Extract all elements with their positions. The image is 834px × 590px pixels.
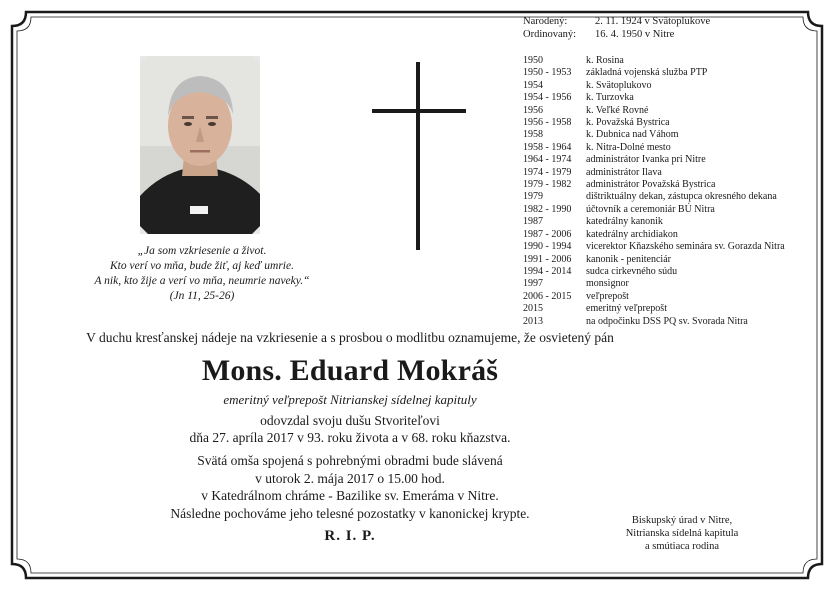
timeline-row xyxy=(523,254,785,266)
cross-icon xyxy=(372,62,466,250)
timeline-years: 2015 xyxy=(523,303,543,315)
rip-text: R. I. P. xyxy=(324,528,376,544)
timeline-row xyxy=(523,204,785,216)
timeline-years: 1958 xyxy=(523,129,543,141)
timeline-position: katedrálny archidiakon xyxy=(586,228,678,240)
ordained-label: Ordinovaný: xyxy=(523,28,577,40)
timeline-years: 1950 xyxy=(523,55,543,66)
timeline-row xyxy=(523,105,785,117)
death-notice xyxy=(0,412,700,446)
quote-line: „Ja som vzkriesenie a život. xyxy=(137,245,267,257)
timeline-years: 1997 xyxy=(523,278,543,290)
funeral-line: Následne pochováme jeho telesné pozostatky v kanonickej krypte. xyxy=(170,505,530,521)
timeline-row xyxy=(523,316,785,328)
timeline-position: emeritný veľprepošt xyxy=(586,303,667,315)
timeline-position: k. Turzovka xyxy=(586,92,634,104)
timeline-position: administrátor Považská Bystrica xyxy=(586,179,716,191)
timeline-years: 1950 - 1953 xyxy=(523,67,572,79)
timeline-position: monsignor xyxy=(586,278,629,290)
announcement-intro: V duchu kresťanskej nádeje na vzkriesenie a s prosbou o modlitbu oznamujeme, že osvietený pán xyxy=(86,330,614,345)
deceased-name: Mons. Eduard Mokráš xyxy=(201,354,499,387)
timeline-row xyxy=(523,241,785,253)
timeline-row xyxy=(523,191,785,203)
ordained-value: 16. 4. 1950 v Nitre xyxy=(595,28,675,40)
timeline-position: základná vojenská služba PTP xyxy=(586,67,708,79)
timeline-position: na odpočinku DSS PQ sv. Svorada Nitra xyxy=(586,315,748,327)
timeline-position: veľprepošt xyxy=(586,290,629,302)
timeline-years: 1979 - 1982 xyxy=(523,179,572,191)
bio-summary xyxy=(523,16,710,41)
born-label: Narodený: xyxy=(523,16,568,27)
signer-line: a smútiaca rodina xyxy=(644,541,720,552)
timeline-years: 1956 - 1958 xyxy=(523,117,572,129)
timeline-row xyxy=(523,129,785,141)
timeline-years: 1990 - 1994 xyxy=(523,241,572,253)
timeline-row xyxy=(523,179,785,191)
funeral-details xyxy=(0,452,700,522)
ordained-row xyxy=(523,29,710,42)
timeline-row xyxy=(523,167,785,179)
timeline-position: k. Nitra-Dolné mesto xyxy=(586,141,671,153)
quote-line: A nik, kto žije a verí vo mňa, neumrie naveky.“ xyxy=(94,275,310,287)
quote-reference: (Jn 11, 25-26) xyxy=(169,290,235,302)
portrait-photo xyxy=(140,56,260,234)
timeline-years: 1994 - 2014 xyxy=(523,265,572,277)
timeline-row xyxy=(523,80,785,92)
death-notice-line: dňa 27. apríla 2017 v 93. roku života a v 68. roku kňazstva. xyxy=(189,430,511,445)
timeline-years: 1954 xyxy=(523,79,543,91)
signers xyxy=(612,514,752,553)
scripture-quote xyxy=(52,244,352,304)
timeline-position: k. Rosina xyxy=(586,55,624,66)
timeline-row xyxy=(523,154,785,166)
timeline-years: 2006 - 2015 xyxy=(523,290,572,302)
timeline-position: administrátor Ilava xyxy=(586,166,662,178)
timeline-years: 1954 - 1956 xyxy=(523,92,572,104)
deceased-title: emeritný veľprepošt Nitrianskej sídelnej kapituly xyxy=(223,392,477,407)
timeline-position: sudca cirkevného súdu xyxy=(586,265,678,277)
timeline-row xyxy=(523,303,785,315)
timeline-row xyxy=(523,291,785,303)
timeline-row xyxy=(523,67,785,79)
timeline-row xyxy=(523,216,785,228)
timeline-row xyxy=(523,117,785,129)
signer-line: Biskupský úrad v Nitre, xyxy=(631,515,733,526)
timeline-years: 1974 - 1979 xyxy=(523,166,572,178)
timeline-row xyxy=(523,278,785,290)
timeline-position: účtovník a ceremoniár BÚ Nitra xyxy=(586,203,715,215)
timeline-years: 1987 xyxy=(523,216,543,228)
timeline-position: k. Veľké Rovné xyxy=(586,104,649,116)
portrait-image xyxy=(140,56,260,234)
timeline-position: vicerektor Kňazského seminára sv. Gorazda Nitra xyxy=(586,241,785,253)
born-row xyxy=(523,16,710,29)
timeline-years: 1991 - 2006 xyxy=(523,253,572,265)
timeline-position: k. Považská Bystrica xyxy=(586,117,670,129)
timeline-row xyxy=(523,55,785,67)
timeline-row xyxy=(523,229,785,241)
funeral-line: Svätá omša spojená s pohrebnými obradmi bude slávená xyxy=(197,453,503,468)
timeline-row xyxy=(523,142,785,154)
quote-line: Kto verí vo mňa, bude žiť, aj keď umrie. xyxy=(110,260,294,272)
timeline-years: 1982 - 1990 xyxy=(523,203,572,215)
timeline-position: katedrálny kanonik xyxy=(586,216,663,228)
timeline-position: k. Dubnica nad Váhom xyxy=(586,129,679,141)
death-notice-line: odovzdal svoju dušu Stvoriteľovi xyxy=(260,413,440,428)
timeline-years: 1964 - 1974 xyxy=(523,154,572,166)
career-timeline xyxy=(523,55,785,328)
timeline-position: dištriktuálny dekan, zástupca okresného dekana xyxy=(586,191,777,203)
funeral-line: v utorok 2. mája 2017 o 15.00 hod. xyxy=(255,470,445,486)
timeline-row xyxy=(523,266,785,278)
born-value: 2. 11. 1924 v Svätoplukove xyxy=(595,16,711,27)
timeline-position: administrátor Ivanka pri Nitre xyxy=(586,154,706,166)
timeline-years: 1979 xyxy=(523,191,543,203)
timeline-row xyxy=(523,92,785,104)
timeline-years: 1958 - 1964 xyxy=(523,141,572,153)
timeline-years: 1987 - 2006 xyxy=(523,228,572,240)
funeral-line: v Katedrálnom chráme - Bazilike sv. Emeráma v Nitre. xyxy=(201,488,499,503)
signer-line: Nitrianska sídelná kapitula xyxy=(625,528,739,539)
timeline-position: k. Svätoplukovo xyxy=(586,79,652,91)
timeline-years: 2013 xyxy=(523,315,543,327)
timeline-position: kanonik - penitenciár xyxy=(586,253,671,265)
timeline-years: 1956 xyxy=(523,104,543,116)
